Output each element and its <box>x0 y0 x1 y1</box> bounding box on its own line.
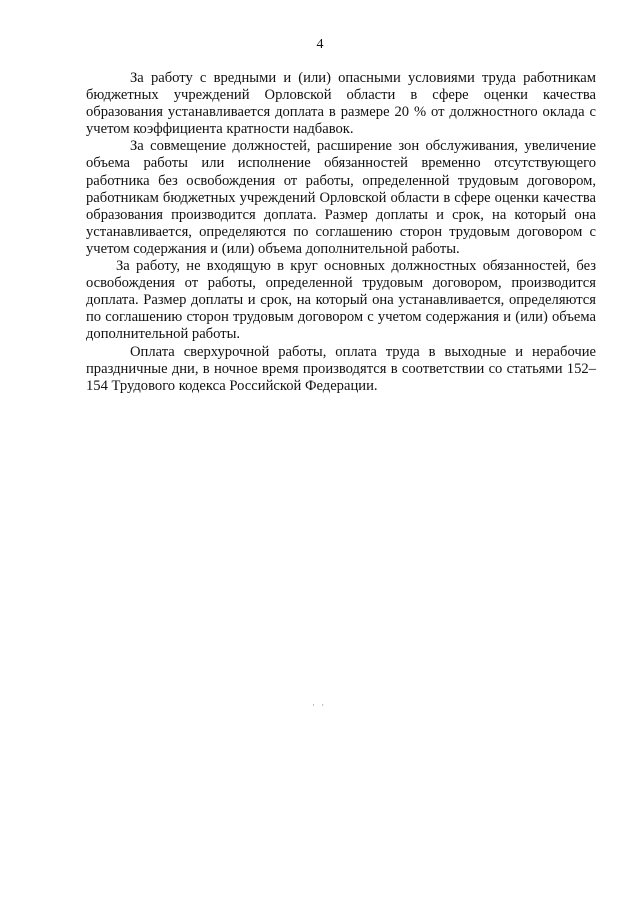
paragraph-hazardous-work-allowance: За работу с вредными и (или) опасными условиями труда работникам бюджетных учреждений Орловской области в сфере оценки качества образования устанавливается доплата в размере 20 % от должностного оклада с учетом коэффициента кратности надбавок. <box>86 70 596 138</box>
paragraph-extra-duties-allowance: За работу, не входящую в круг основных должностных обязанностей, без освобождения от работы, определенной трудовым договором, производится доплата. Размер доплаты и срок, на который она устанавливается, определяются по соглашению сторон трудовым договором с учетом содержания и (или) объема дополнительной работы. <box>86 258 596 343</box>
scan-artifact: · · <box>312 700 327 710</box>
paragraph-combined-duties-allowance: За совмещение должностей, расширение зон обслуживания, увеличение объема работы или исполнение обязанностей временно отсутствующего работника без освобождения от работы, определенной трудовым договором, работникам бюджетных учреждений Орловской области в сфере оценки качества образования производится доплата. Размер доплаты и срок, на который она устанавливается, определяются по соглашению сторон трудовым договором с учетом содержания и (или) объема дополнительной работы. <box>86 138 596 257</box>
paragraph-overtime-pay: Оплата сверхурочной работы, оплата труда в выходные и нерабочие праздничные дни, в ночное время производятся в соответствии со статьями 152–154 Трудового кодекса Российской Федерации. <box>86 343 596 394</box>
document-body <box>86 70 596 395</box>
page-number: 4 <box>316 37 324 52</box>
